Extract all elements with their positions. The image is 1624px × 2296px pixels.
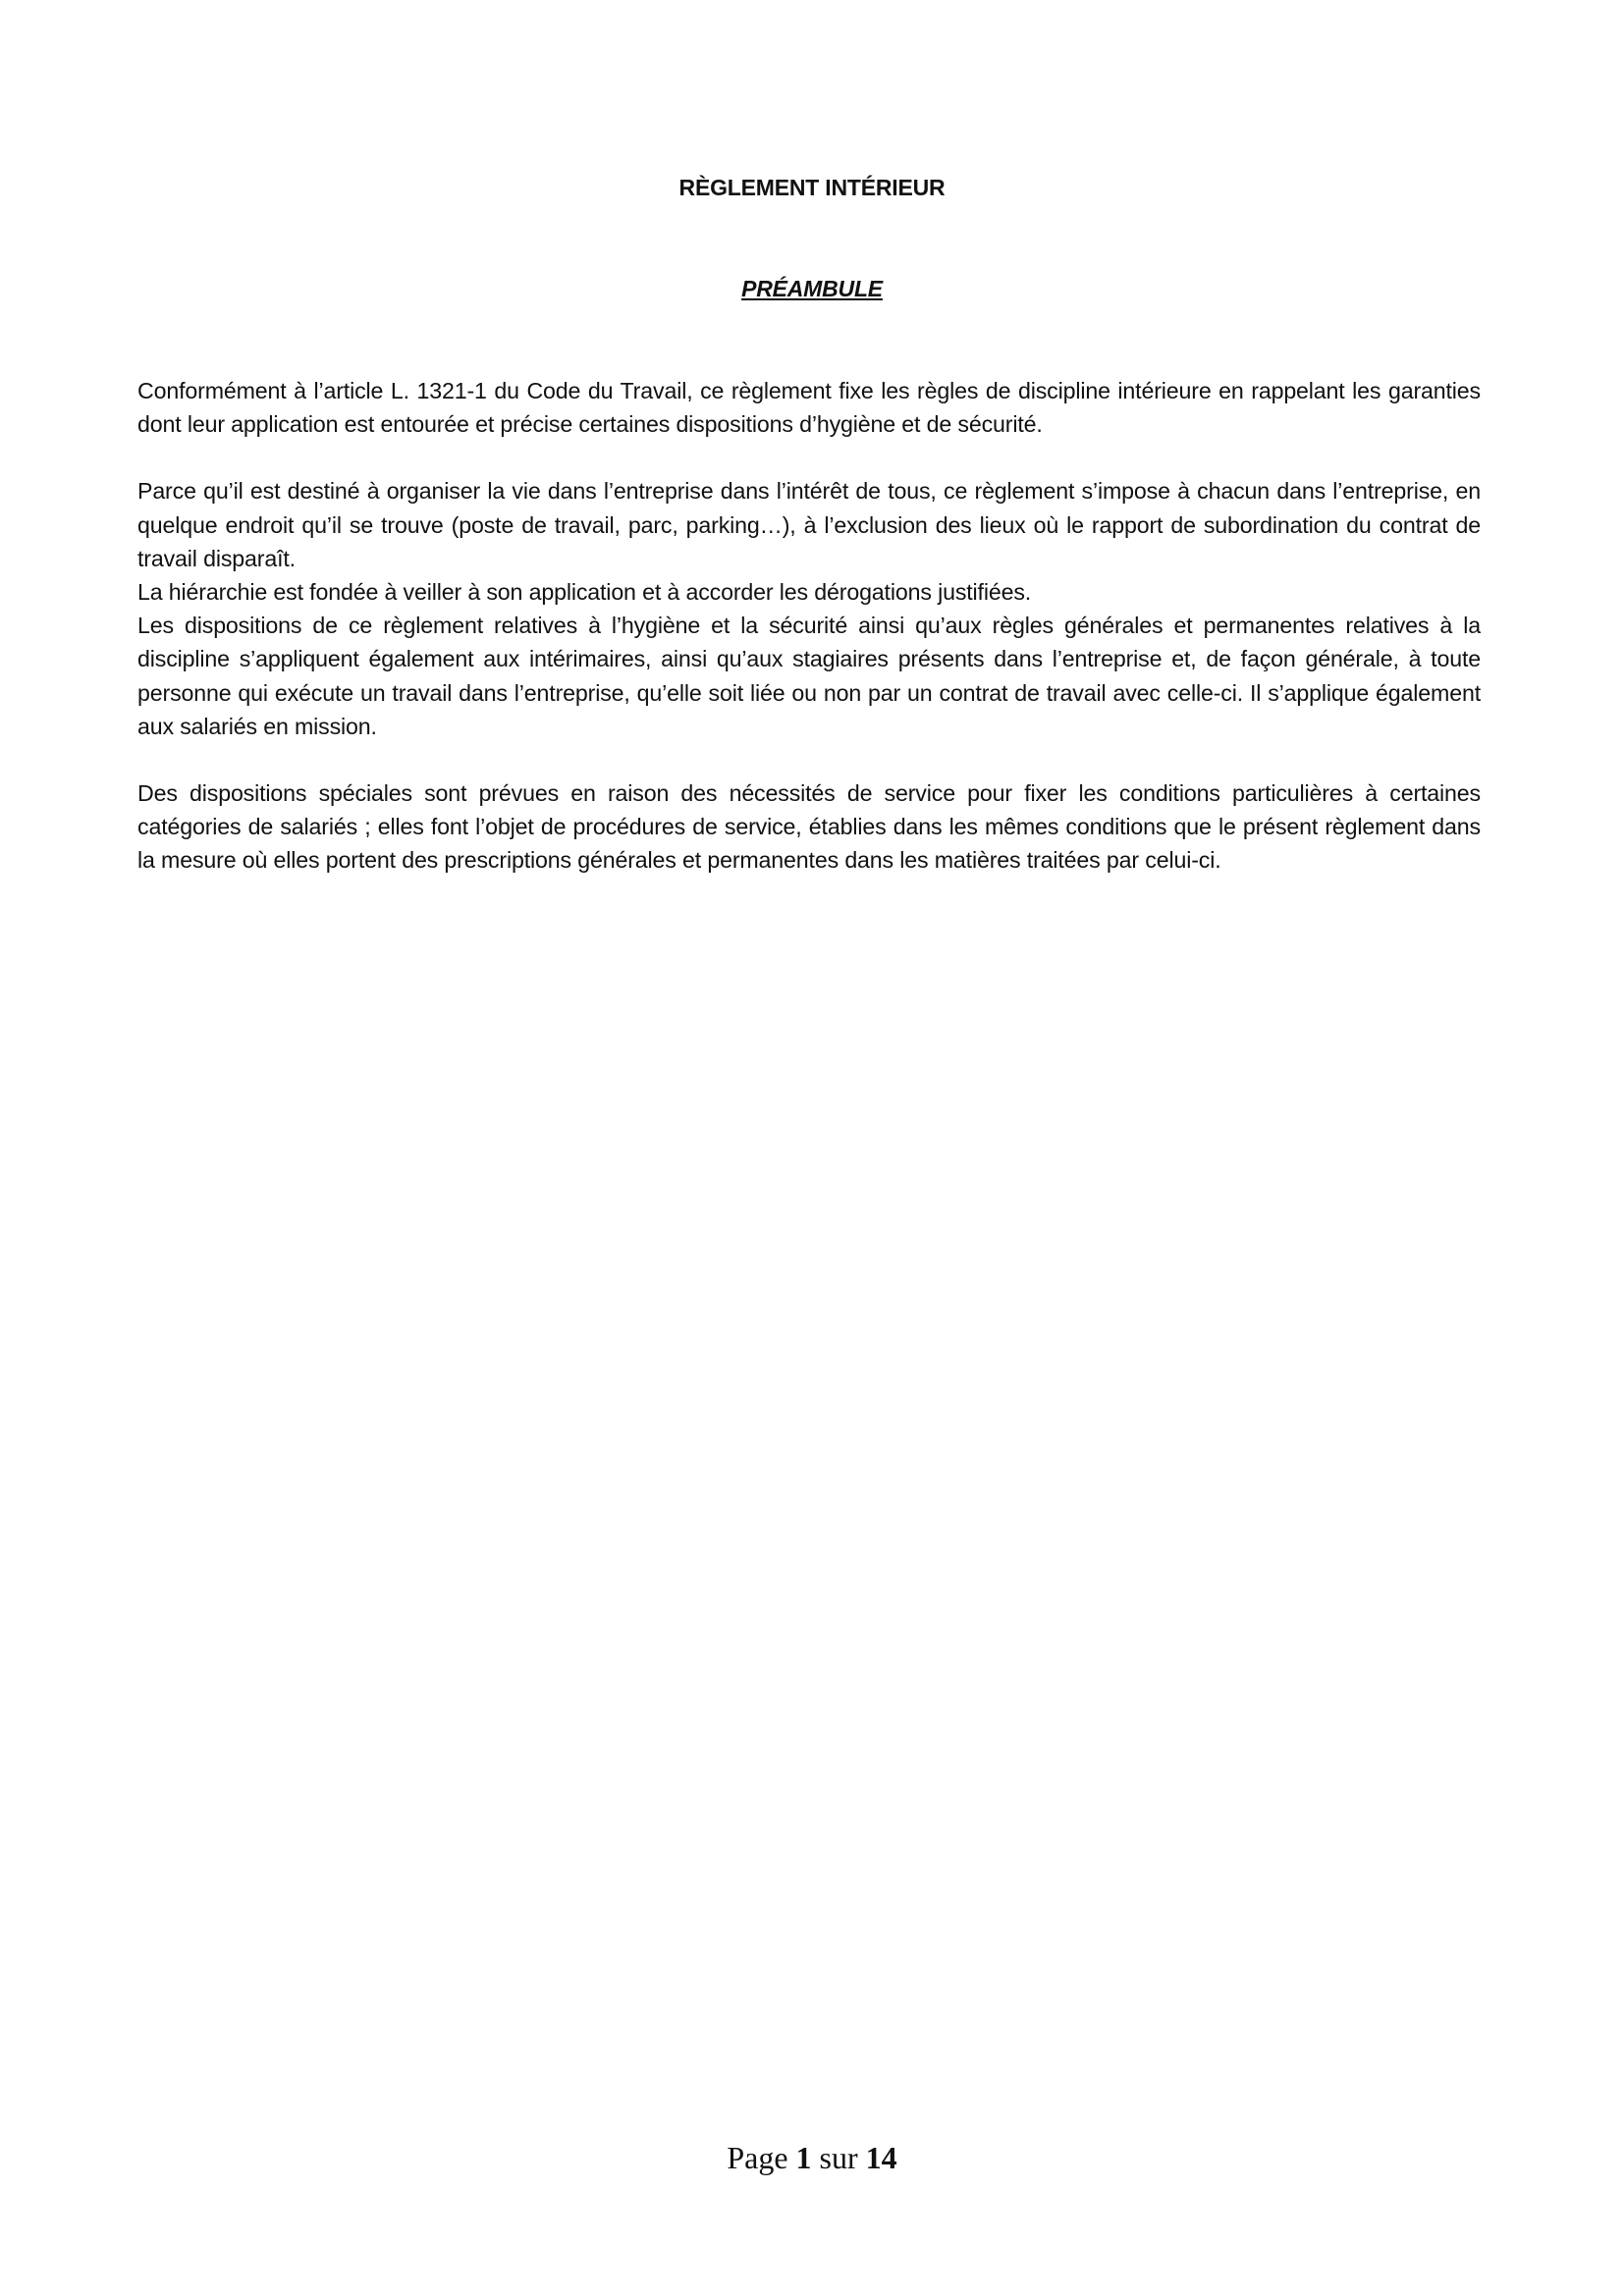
total-pages-number: 14: [865, 2140, 897, 2175]
page-footer: [0, 2140, 1624, 2176]
paragraph-spacer: [137, 743, 1481, 776]
paragraph-applicability: Les dispositions de ce règlement relatives à l’hygiène et la sécurité ainsi qu’aux règles générales et permanentes relatives à la discipline s’appliquent également aux intérimaires, ainsi qu’aux stagiaires présents dans l’entreprise et, de façon générale, à toute personne qui exécute un travail dans l’entreprise, qu’elle soit liée ou non par un contrat de travail avec celle-ci. Il s’applique également aux salariés en mission.: [137, 613, 1481, 739]
paragraph-hierarchy: La hiérarchie est fondée à veiller à son application et à accorder les dérogations justifiées.: [137, 579, 1032, 606]
current-page-number: 1: [795, 2140, 812, 2175]
document-body: [137, 374, 1481, 878]
page-label: Page: [727, 2140, 788, 2175]
section-heading-preambule: PRÉAMBULE: [741, 276, 883, 301]
document-title: RÈGLEMENT INTÉRIEUR: [678, 175, 946, 200]
paragraph-special-provisions: Des dispositions spéciales sont prévues en raison des nécessités de service pour fixer les conditions particulières à certaines catégories de salariés ; elles font l’objet de procédures de service, établies dans les mêmes conditions que le présent règlement dans la mesure où elles portent des prescriptions générales et permanentes dans les matières traitées par celui-ci.: [137, 780, 1481, 874]
page-separator: sur: [819, 2140, 858, 2175]
paragraph-scope: Parce qu’il est destiné à organiser la vie dans l’entreprise dans l’intérêt de tous, ce règlement s’impose à chacun dans l’entreprise, en quelque endroit qu’il se trouve (poste de travail, parc, parking…), à l’exclusion des lieux où le rapport de subordination du contrat de travail disparaît.: [137, 478, 1481, 571]
paragraph-article-reference: Conformément à l’article L. 1321-1 du Code du Travail, ce règlement fixe les règles de discipline intérieure en rappelant les garanties dont leur application est entourée et précise certaines dispositions d’hygiène et de sécurité.: [137, 378, 1481, 438]
paragraph-spacer: [137, 441, 1481, 474]
